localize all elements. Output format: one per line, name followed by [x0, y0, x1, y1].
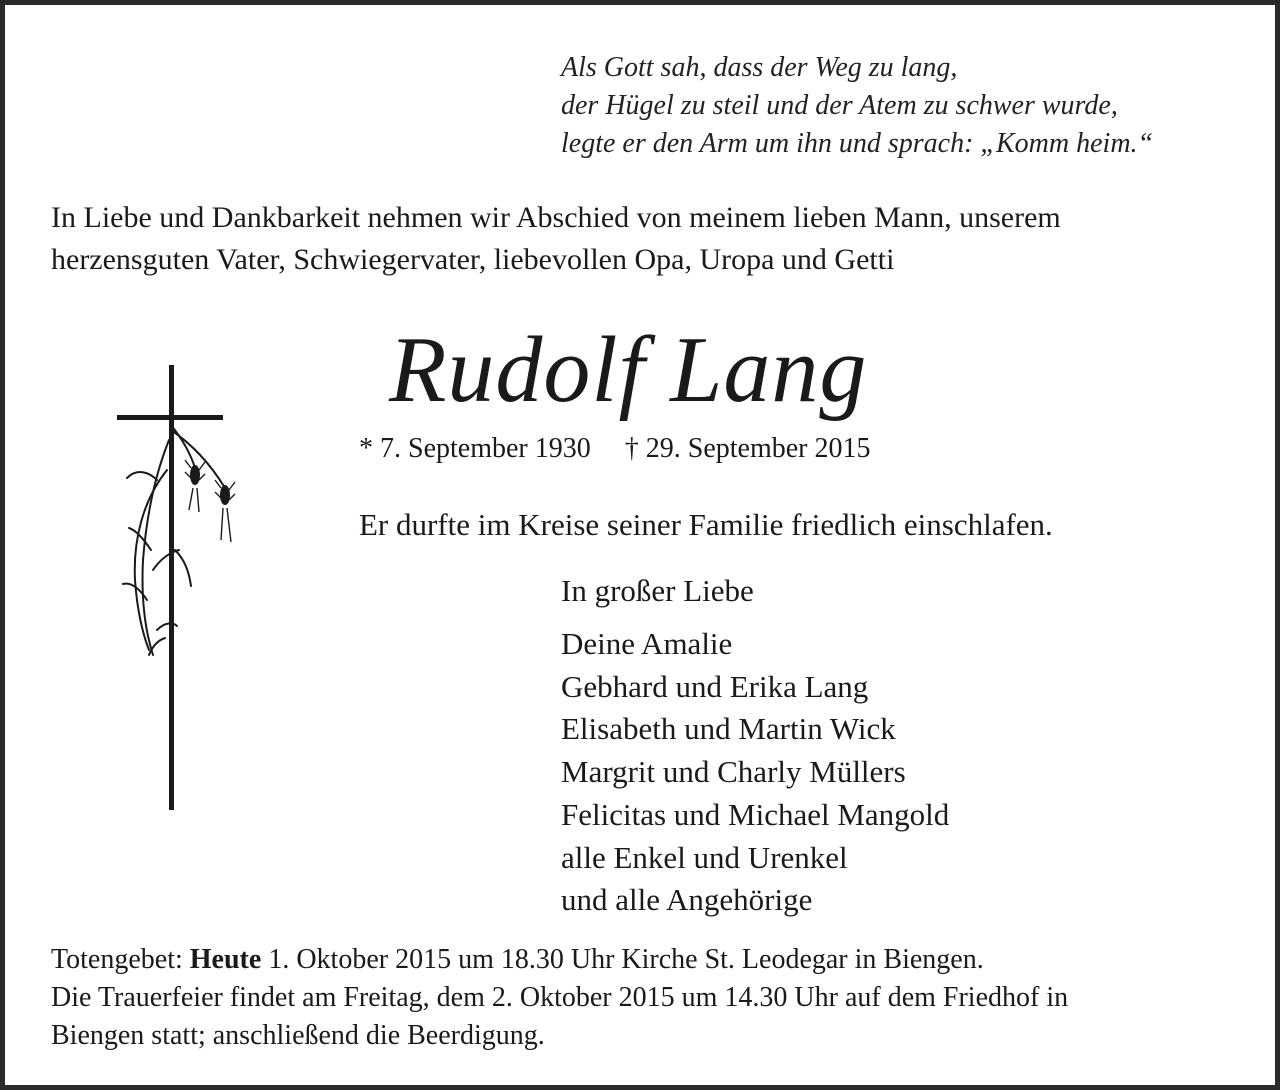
verse-line: legte er den Arm um ihn und sprach: „Komm heim.“	[561, 128, 1154, 159]
life-dates	[359, 431, 871, 467]
verse-line: Als Gott sah, dass der Weg zu lang,	[561, 52, 958, 83]
passing-statement: Er durfte im Kreise seiner Familie friedlich einschlafen.	[359, 507, 1053, 542]
mourner-item: alle Enkel und Urenkel	[561, 839, 848, 875]
mourner-item: Gebhard und Erika Lang	[561, 668, 869, 704]
cross-with-wheat-icon	[113, 360, 263, 820]
verse-block	[561, 49, 1153, 163]
prayer-details: 1. Oktober 2015 um 18.30 Uhr Kirche St. Leodegar in Biengen.	[268, 944, 984, 975]
death-date: † 29. September 2015	[624, 433, 871, 464]
prayer-day: Heute	[189, 944, 262, 975]
mourners-list	[561, 623, 949, 922]
intro-line: herzensguten Vater, Schwiegervater, liebevollen Opa, Uropa und Getti	[51, 243, 895, 276]
mourner-item: und alle Angehörige	[561, 882, 813, 918]
mourner-item: Elisabeth und Martin Wick	[561, 711, 896, 747]
birth-date: * 7. September 1930	[359, 433, 591, 464]
funeral-line: Die Trauerfeier findet am Freitag, dem 2. Oktober 2015 um 14.30 Uhr auf dem Friedhof in	[51, 982, 1069, 1013]
service-details	[51, 941, 1068, 1055]
funeral-line: Biengen statt; anschließend die Beerdigung.	[51, 1020, 545, 1051]
intro-line: In Liebe und Dankbarkeit nehmen wir Abschied von meinem lieben Mann, unserem	[51, 201, 1061, 234]
mourner-item: Felicitas und Michael Mangold	[561, 796, 950, 832]
deceased-name: Rudolf Lang	[389, 318, 868, 422]
intro-text	[51, 197, 1061, 281]
closing-phrase: In großer Liebe	[561, 573, 754, 608]
verse-line: der Hügel zu steil und der Atem zu schwer wurde,	[561, 90, 1118, 121]
prayer-label: Totengebet:	[51, 944, 183, 975]
prayer-line	[51, 941, 1068, 979]
mourner-item: Margrit und Charly Müllers	[561, 754, 906, 790]
mourner-item: Deine Amalie	[561, 626, 733, 661]
